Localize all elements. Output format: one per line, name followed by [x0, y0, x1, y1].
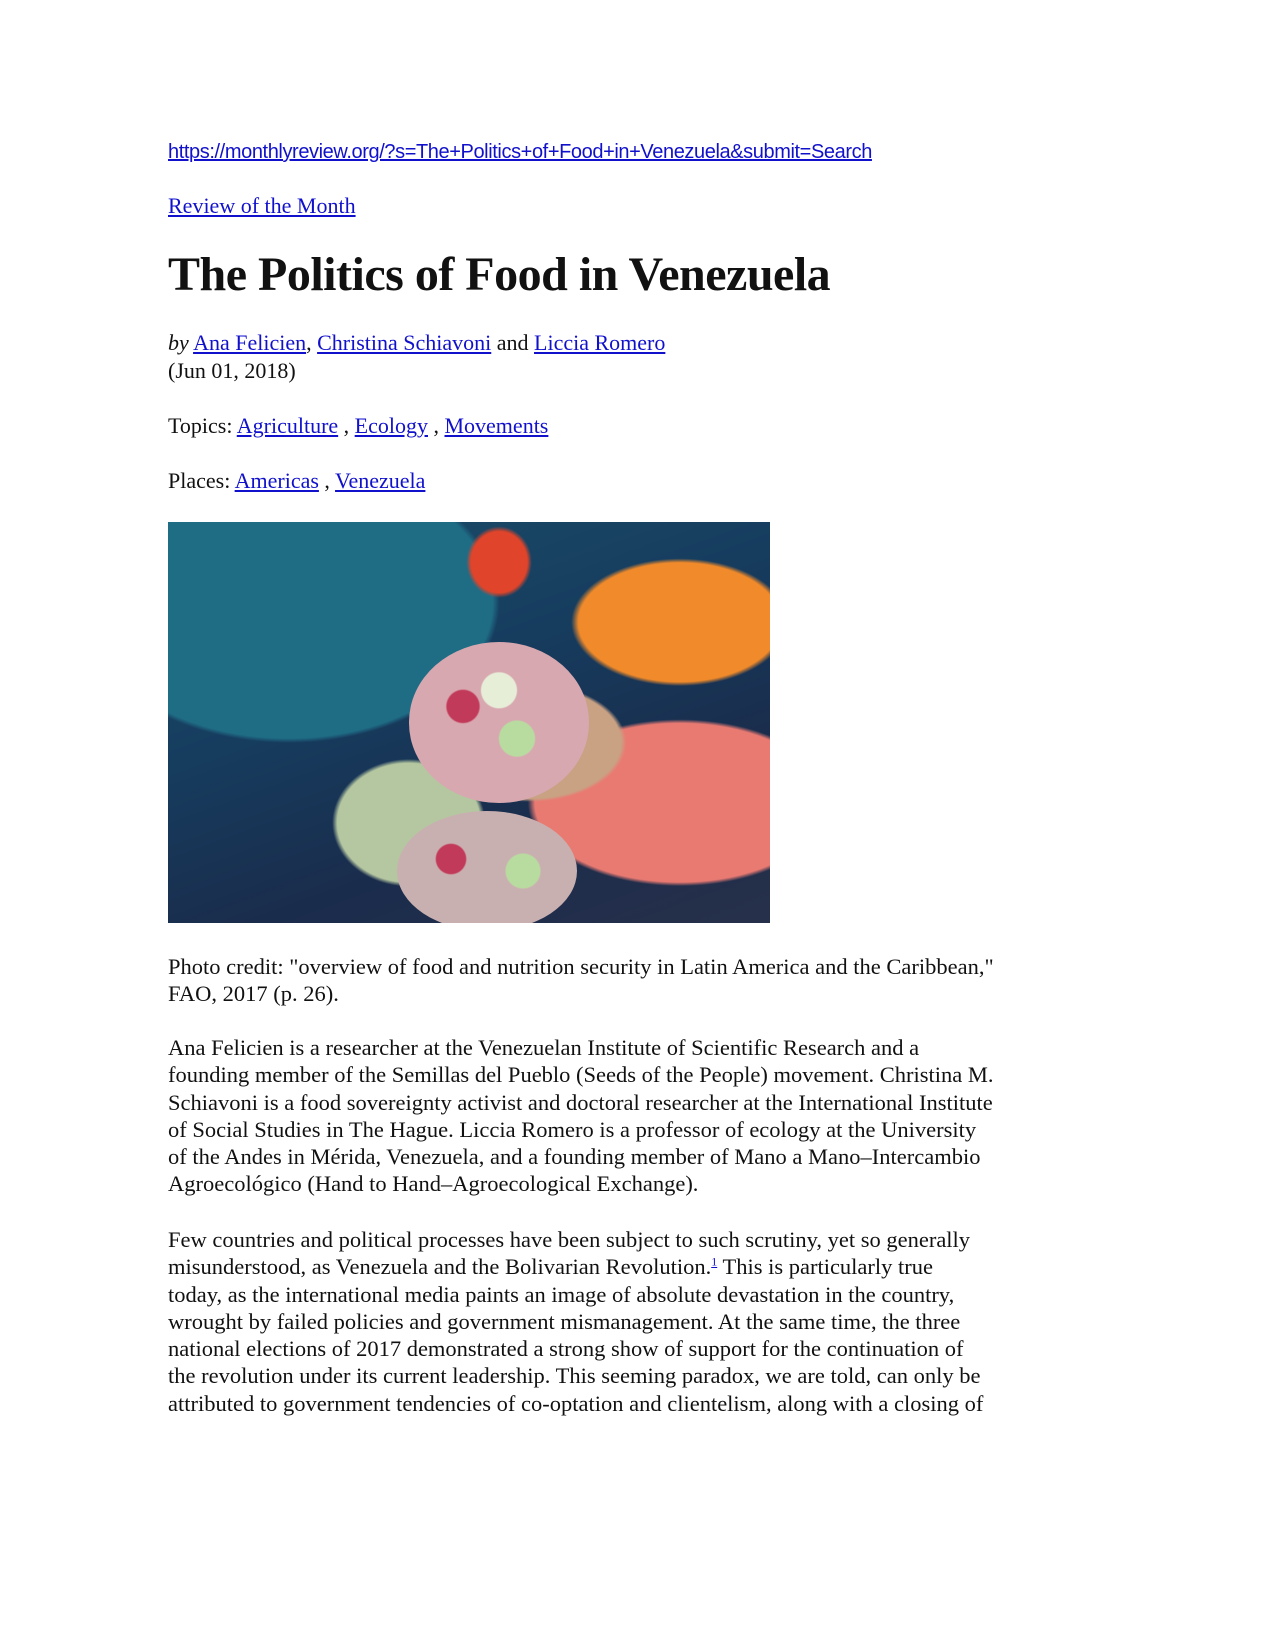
text-line: Few countries and political processes have been subject to such scrutiny, yet so generally [168, 1227, 971, 1252]
text-segment: misunderstood, as Venezuela and the Bolivarian Revolution. [168, 1254, 712, 1280]
page-title: The Politics of Food in Venezuela [168, 248, 831, 301]
section-link[interactable]: Review of the Month [168, 193, 356, 218]
topic-link[interactable]: Agriculture [236, 413, 339, 438]
text-line: the revolution under its current leadership. This seeming paradox, we are told, can only be [168, 1363, 981, 1389]
separator: , [433, 413, 439, 438]
place-link[interactable]: Venezuela [335, 468, 426, 493]
places [168, 467, 425, 495]
body-paragraph [168, 1226, 983, 1417]
photo-credit [168, 953, 994, 1008]
text-line: Photo credit: "overview of food and nutrition security in Latin America and the Caribbean," [168, 954, 994, 979]
beans-in-pot [397, 811, 578, 923]
author-link[interactable]: Christina Schiavoni [317, 330, 492, 355]
text-line: of Social Studies in The Hague. Liccia Romero is a professor of ecology at the University [168, 1116, 977, 1142]
text-line: of the Andes in Mérida, Venezuela, and a founding member of Mano a Mano–Intercambio [168, 1144, 981, 1170]
topics [168, 412, 548, 440]
text-line: wrought by failed policies and government mismanagement. At the same time, the three [168, 1308, 961, 1334]
article-photo [168, 522, 770, 923]
separator: , [324, 468, 330, 493]
and-label: and [496, 330, 529, 355]
separator: , [343, 413, 350, 438]
text-line: attributed to government tendencies of co-optation and clientelism, along with a closing of [168, 1390, 984, 1416]
source-url-link[interactable]: https://monthlyreview.org/?s=The+Politics+of+Food+in+Venezuela&submit=Search [168, 141, 872, 163]
text-line: Ana Felicien is a researcher at the Venezuelan Institute of Scientific Research and a [168, 1035, 920, 1060]
comma: , [306, 330, 312, 355]
publish-date: (Jun 01, 2018) [168, 358, 296, 383]
text-line: national elections of 2017 demonstrated a strong show of support for the continuation of [168, 1336, 964, 1362]
places-label: Places: [168, 468, 231, 493]
text-segment: This is particularly true [717, 1254, 934, 1280]
author-bio [168, 1034, 993, 1198]
text-line [168, 1253, 983, 1280]
text-line: Schiavoni is a food sovereignty activist and doctoral researcher at the International Institute [168, 1089, 993, 1115]
footnote-link[interactable]: 1 [711, 1254, 718, 1269]
text-line: Agroecológico (Hand to Hand–Agroecological Exchange). [168, 1171, 699, 1197]
topic-link[interactable]: Ecology [354, 413, 428, 438]
text-line: founding member of the Semillas del Pueblo (Seeds of the People) movement. Christina M. [168, 1062, 994, 1088]
author-link[interactable]: Ana Felicien [193, 330, 307, 355]
beans-in-hands [409, 642, 590, 802]
text-line: today, as the international media paints an image of absolute devastation in the country, [168, 1281, 955, 1307]
place-link[interactable]: Americas [234, 468, 319, 493]
text-line: FAO, 2017 (p. 26). [168, 981, 339, 1007]
topics-label: Topics: [168, 413, 233, 438]
topic-link[interactable]: Movements [444, 413, 549, 438]
by-label: by [168, 330, 189, 355]
author-link[interactable]: Liccia Romero [534, 330, 666, 355]
byline [168, 329, 665, 385]
